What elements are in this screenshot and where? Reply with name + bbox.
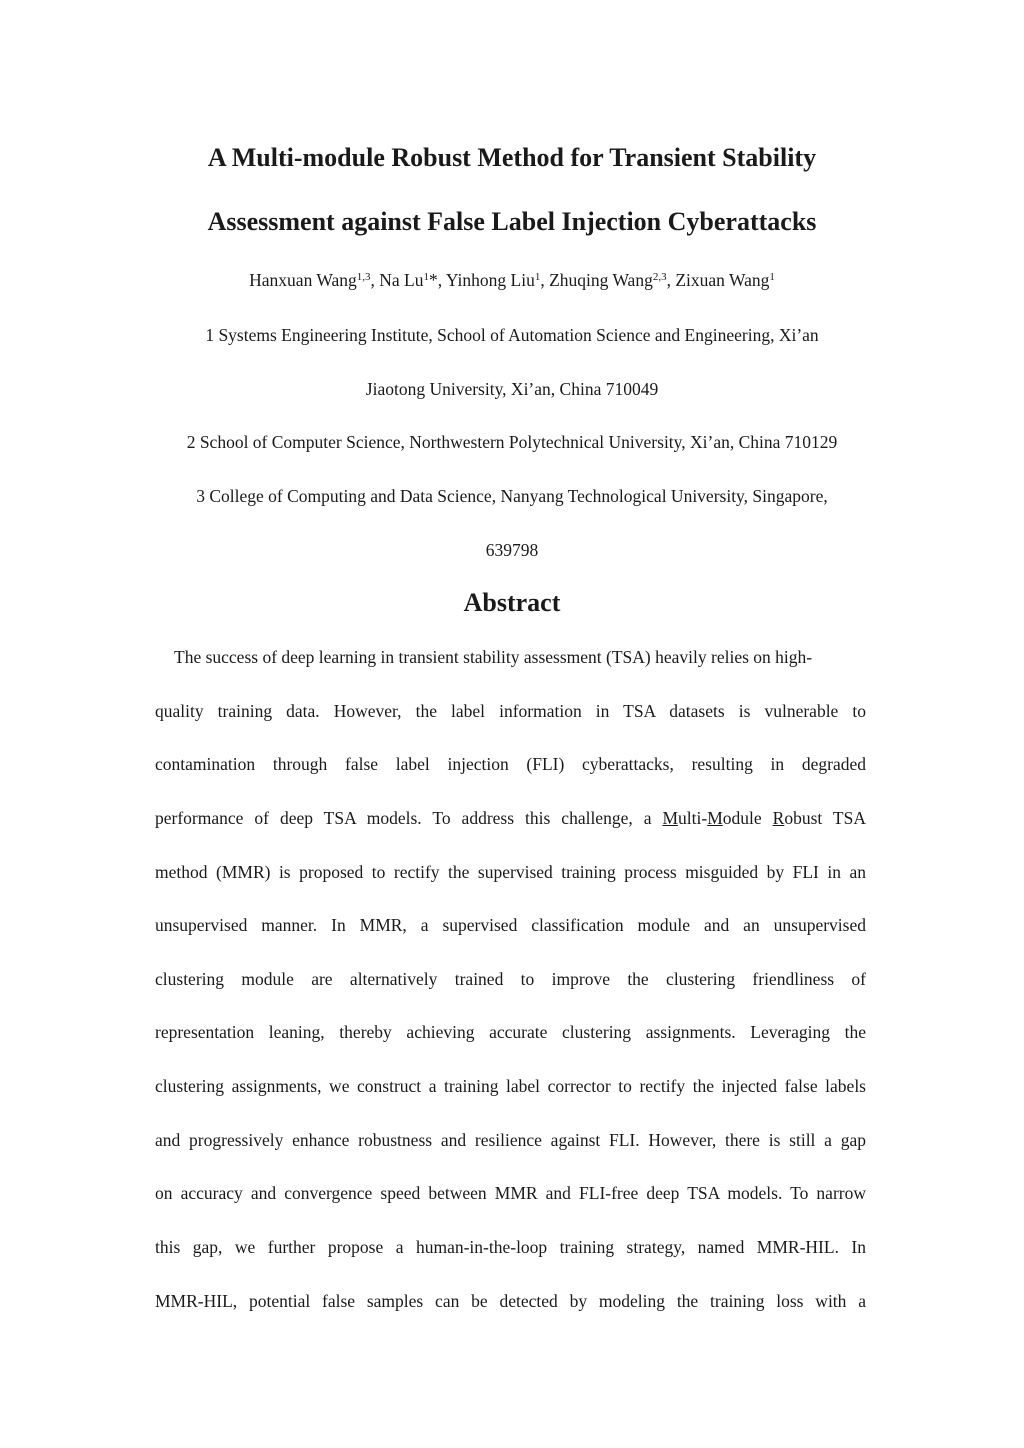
author-affiliation-mark: 1 xyxy=(534,271,541,283)
abstract-line: contamination through false label injection (FLI) cyberattacks, resulting in degraded xyxy=(155,754,866,774)
abstract-line: unsupervised manner. In MMR, a supervised classification module and an unsupervised xyxy=(155,915,866,935)
author-list xyxy=(0,267,1024,293)
author-affiliation-mark: 1 xyxy=(769,271,775,283)
abstract-line: representation leaning, thereby achieving accurate clustering assignments. Leveraging the xyxy=(155,1022,866,1042)
affiliation-line: 2 School of Computer Science, Northwestern Polytechnical University, Xi’an, China 710129 xyxy=(186,432,838,452)
abstract-line: quality training data. However, the label information in TSA datasets is vulnerable to xyxy=(155,701,866,721)
author-name: Na Lu xyxy=(379,270,424,290)
abstract-line: method (MMR) is proposed to rectify the supervised training process misguided by FLI in an xyxy=(155,862,866,882)
affiliation-line: 639798 xyxy=(485,540,539,560)
abstract-line: performance of deep TSA models. To address this challenge, a Multi-Module Robust TSA xyxy=(155,808,866,828)
abstract-line: and progressively enhance robustness and resilience against FLI. However, there is still a gap xyxy=(155,1130,866,1150)
paper-title-line-1: A Multi-module Robust Method for Transient Stability xyxy=(207,143,817,172)
abstract-heading: Abstract xyxy=(463,588,561,617)
author-separator: , xyxy=(666,270,676,290)
author-name: Zixuan Wang xyxy=(675,270,770,290)
abstract-line: on accuracy and convergence speed between MMR and FLI-free deep TSA models. To narrow xyxy=(155,1183,866,1203)
abstract-line: clustering assignments, we construct a training label corrector to rectify the injected false labels xyxy=(155,1076,866,1096)
affiliation-line: Jiaotong University, Xi’an, China 710049 xyxy=(365,379,659,399)
author-name: Hanxuan Wang xyxy=(249,270,357,290)
author-separator: *, xyxy=(429,270,446,290)
author-separator: , xyxy=(540,270,550,290)
paper-title-line-2: Assessment against False Label Injection Cyberattacks xyxy=(207,207,817,236)
author-name: Zhuqing Wang xyxy=(549,270,653,290)
author-name: Yinhong Liu xyxy=(445,270,535,290)
author-affiliation-mark: 1,3 xyxy=(356,271,371,283)
author-affiliation-mark: 1 xyxy=(423,271,429,283)
author-affiliation-mark: 2,3 xyxy=(652,271,667,283)
author-separator: , xyxy=(370,270,380,290)
abstract-line: The success of deep learning in transient stability assessment (TSA) heavily relies on high- xyxy=(174,647,813,667)
abstract-line: clustering module are alternatively trained to improve the clustering friendliness of xyxy=(155,969,866,989)
affiliation-line: 3 College of Computing and Data Science, Nanyang Technological University, Singapore, xyxy=(196,486,828,506)
abstract-line: MMR-HIL, potential false samples can be detected by modeling the training loss with a xyxy=(155,1291,866,1311)
affiliation-line: 1 Systems Engineering Institute, School of Automation Science and Engineering, Xi’an xyxy=(205,325,819,345)
abstract-line: this gap, we further propose a human-in-the-loop training strategy, named MMR-HIL. In xyxy=(155,1237,866,1257)
